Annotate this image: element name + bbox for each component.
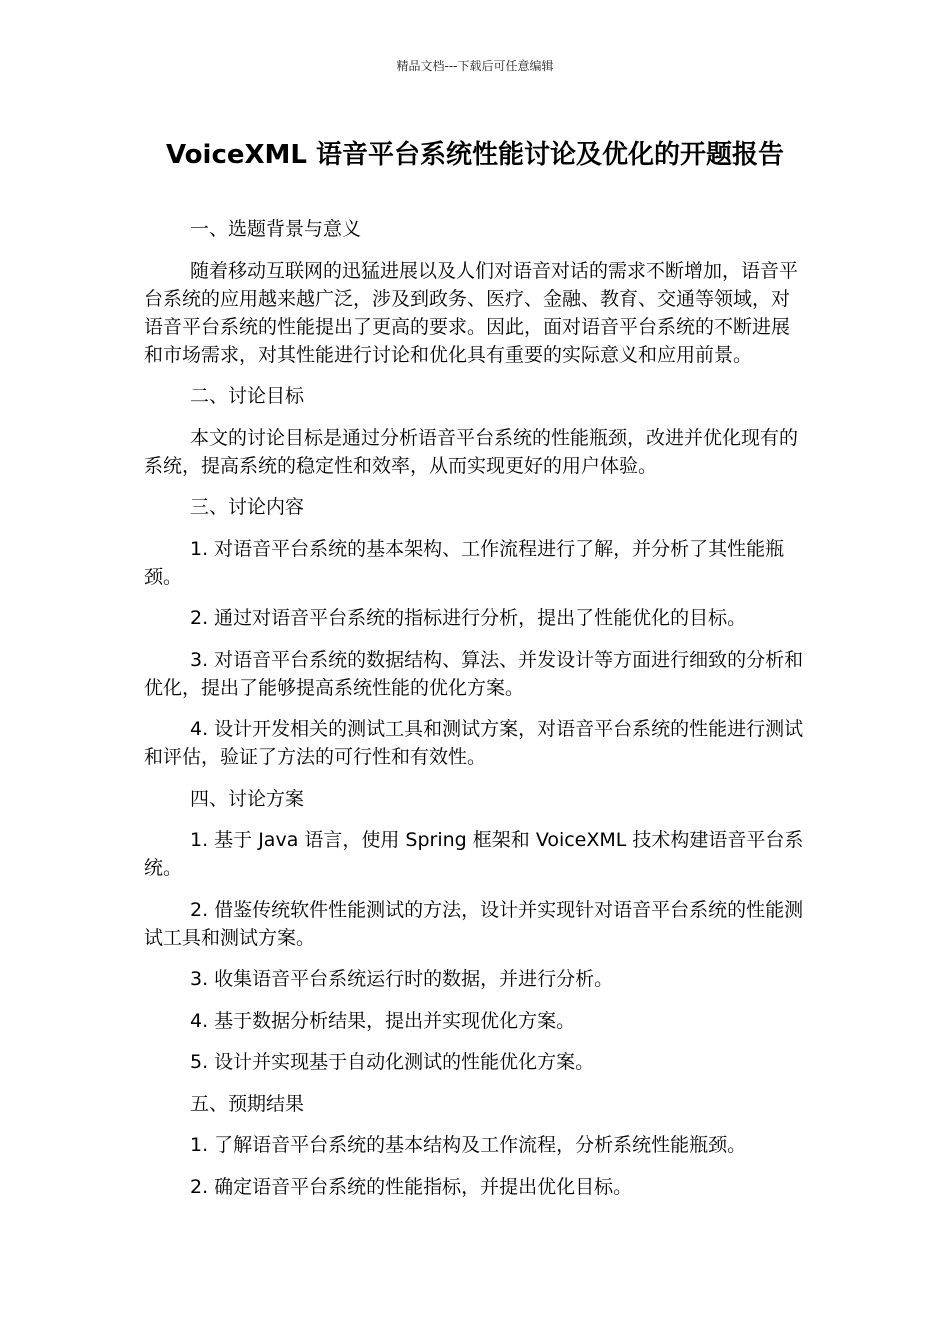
list-item-content-3: 3. 对语音平台系统的数据结构、算法、并发设计等方面进行细致的分析和优化，提出了能够提高系统性能的优化方案。 bbox=[144, 648, 804, 699]
list-item-plan-1: 1. 基于 Java 语言，使用 Spring 框架和 VoiceXML 技术构建语音平台系统。 bbox=[144, 829, 804, 879]
paragraph-background: 随着移动互联网的迅猛进展以及人们对语音对话的需求不断增加，语音平台系统的应用越来越广泛，涉及到政务、医疗、金融、教育、交通等领域，对语音平台系统的性能提出了更高的要求。因此，面对语音平台系统的不断进展和市场需求，对其性能进行讨论和优化具有重要的实际意义和应用前景。 bbox=[144, 259, 799, 366]
list-item-plan-5: 5. 设计并实现基于自动化测试的性能优化方案。 bbox=[190, 1051, 595, 1073]
document-title: VoiceXML 语音平台系统性能讨论及优化的开题报告 bbox=[165, 140, 785, 170]
document-body bbox=[144, 215, 808, 1214]
section-heading-goals: 二、讨论目标 bbox=[190, 385, 305, 407]
section-heading-content: 三、讨论内容 bbox=[190, 496, 305, 518]
list-item-content-2: 2. 通过对语音平台系统的指标进行分析，提出了性能优化的目标。 bbox=[190, 607, 747, 629]
list-item-plan-3: 3. 收集语音平台系统运行时的数据，并进行分析。 bbox=[190, 968, 614, 990]
list-item-content-1: 1. 对语音平台系统的基本架构、工作流程进行了解，并分析了其性能瓶颈。 bbox=[144, 537, 785, 588]
section-heading-results: 五、预期结果 bbox=[190, 1092, 305, 1115]
list-item-plan-2: 2. 借鉴传统软件性能测试的方法，设计并实现针对语音平台系统的性能测试工具和测试方案。 bbox=[144, 898, 804, 949]
section-heading-plan: 四、讨论方案 bbox=[190, 787, 305, 810]
section-heading-background: 一、选题背景与意义 bbox=[190, 218, 362, 240]
list-item-content-4: 4. 设计开发相关的测试工具和测试方案，对语音平台系统的性能进行测试和评估，验证了方法的可行性和有效性。 bbox=[144, 718, 804, 768]
list-item-results-2: 2. 确定语音平台系统的性能指标，并提出优化目标。 bbox=[190, 1175, 633, 1198]
list-item-results-1: 1. 了解语音平台系统的基本结构及工作流程，分析系统性能瓶颈。 bbox=[190, 1134, 747, 1156]
list-item-plan-4: 4. 基于数据分析结果，提出并实现优化方案。 bbox=[190, 1009, 576, 1032]
paragraph-goals: 本文的讨论目标是通过分析语音平台系统的性能瓶颈，改进并优化现有的系统，提高系统的稳定性和效率，从而实现更好的用户体验。 bbox=[144, 426, 799, 477]
header-note: 精品文档---下载后可任意编辑 bbox=[396, 59, 554, 73]
